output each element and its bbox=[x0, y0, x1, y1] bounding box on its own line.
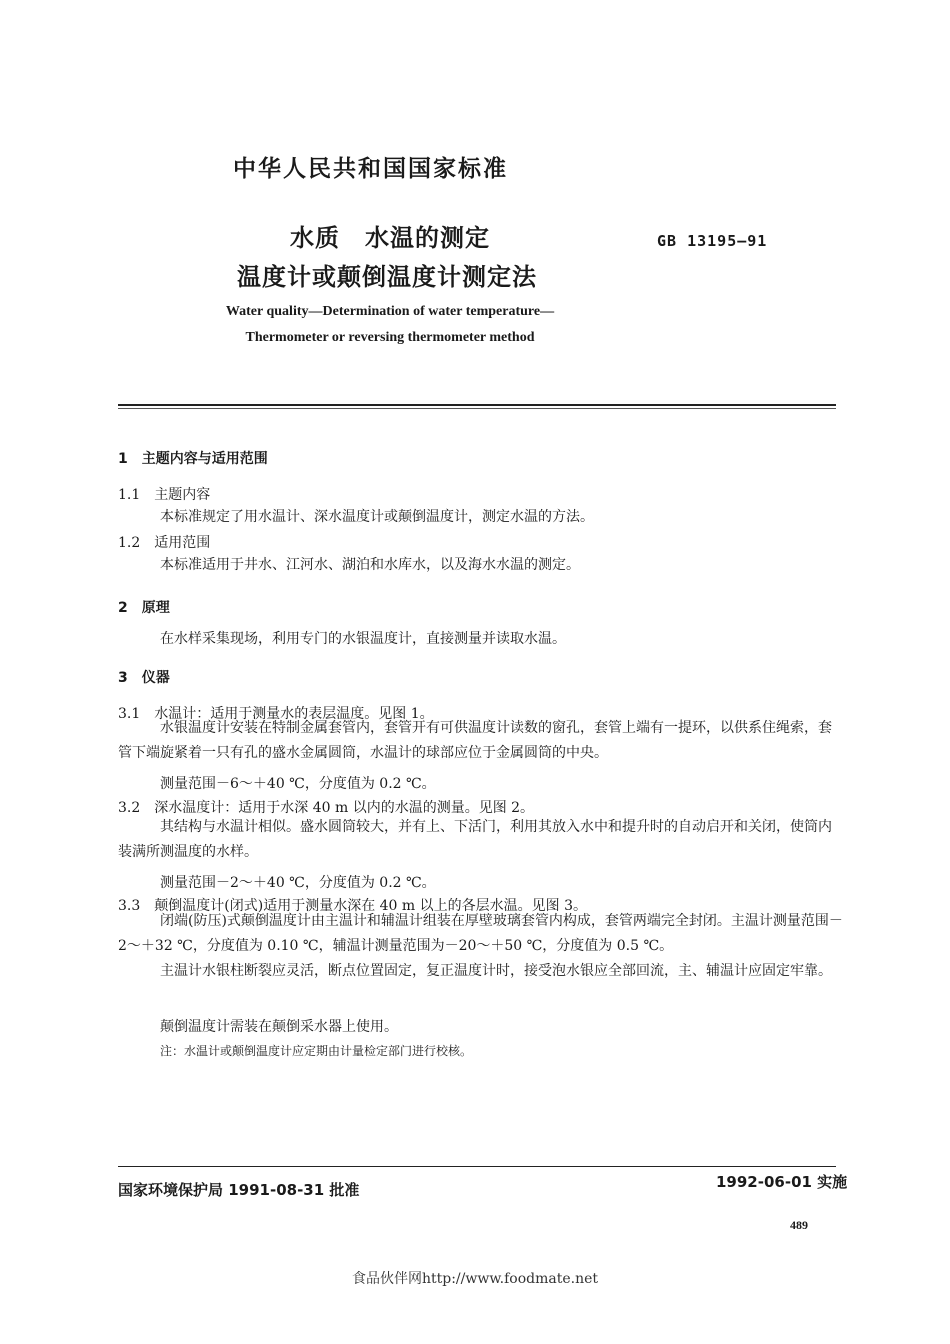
section-3-3-heading: 3.3 颠倒温度计(闭式)适用于测量水深在 40 m 以上的各层水温。见图 3。 bbox=[118, 898, 587, 914]
section-3-3-text-1: 闭端(防压)式颠倒温度计由主温计和辅温计组装在厚壁玻璃套管内构成，套管两端完全封闭。主温计测量范围－2～＋32 ℃，分度值为 0.10 ℃，辅温计测量范围为－20～＋50 ℃，分度值为 0.5 ℃。 bbox=[118, 913, 843, 954]
section-1-1-text: 本标准规定了用水温计、深水温度计或颠倒温度计，测定水温的方法。 bbox=[160, 509, 594, 525]
section-1-1-heading: 1.1 主题内容 bbox=[118, 487, 211, 503]
section-3-3-text-3: 颠倒温度计需装在颠倒采水器上使用。 bbox=[160, 1019, 398, 1035]
footer-divider bbox=[118, 1166, 836, 1167]
standard-code: GB 13195—91 bbox=[657, 232, 768, 250]
section-3-2-text: 其结构与水温计相似。盛水圆筒较大，并有上、下活门，利用其放入水中和提升时的自动启开和关闭，使筒内装满所测温度的水样。 bbox=[118, 819, 832, 860]
approval-statement: 国家环境保护局 1991-08-31 批准 bbox=[118, 1181, 360, 1199]
section-2-heading: 2 原理 bbox=[118, 600, 170, 616]
standard-type: 中华人民共和国国家标准 bbox=[233, 156, 508, 182]
section-3-heading: 3 仪器 bbox=[118, 670, 170, 686]
header-divider-thin bbox=[118, 408, 836, 409]
title-line-2: 温度计或颠倒温度计测定法 bbox=[237, 263, 537, 291]
english-title: Water quality—Determination of water temperature—Thermometer or reversing thermometer method bbox=[225, 304, 555, 345]
header-divider bbox=[118, 404, 836, 406]
section-3-1-text: 水银温度计安装在特制金属套管内，套管开有可供温度计读数的窗孔，套管上端有一提环，以供系住绳索，套管下端旋紧着一只有孔的盛水金属圆筒，水温计的球部应位于金属圆筒的中央。 bbox=[118, 720, 832, 761]
section-1-heading: 1 主题内容与适用范围 bbox=[118, 451, 268, 467]
section-3-2-heading: 3.2 深水温度计：适用于水深 40 m 以内的水温的测量。见图 2。 bbox=[118, 800, 535, 816]
section-3-1-heading: 3.1 水温计：适用于测量水的表层温度。见图 1。 bbox=[118, 706, 434, 722]
section-1-2-heading: 1.2 适用范围 bbox=[118, 535, 211, 551]
section-1-2-text: 本标准适用于井水、江河水、湖泊和水库水，以及海水水温的测定。 bbox=[160, 557, 580, 573]
section-2-text: 在水样采集现场，利用专门的水银温度计，直接测量并读取水温。 bbox=[160, 631, 566, 647]
watermark-text: 食品伙伴网http://www.foodmate.net bbox=[351, 1271, 599, 1287]
section-3-2-range: 测量范围－2～＋40 ℃，分度值为 0.2 ℃。 bbox=[160, 875, 436, 891]
section-3-1-range: 测量范围－6～＋40 ℃，分度值为 0.2 ℃。 bbox=[160, 776, 436, 792]
page-number: 489 bbox=[790, 1218, 808, 1232]
section-3-note: 注：水温计或颠倒温度计应定期由计量检定部门进行校核。 bbox=[160, 1044, 473, 1058]
effective-date: 1992-06-01 实施 bbox=[716, 1173, 848, 1191]
title-line-1: 水质 水温的测定 bbox=[290, 224, 490, 252]
section-3-3-text-2: 主温计水银柱断裂应灵活，断点位置固定，复正温度计时，接受泡水银应全部回流，主、辅温计应固定牢靠。 bbox=[160, 963, 832, 979]
